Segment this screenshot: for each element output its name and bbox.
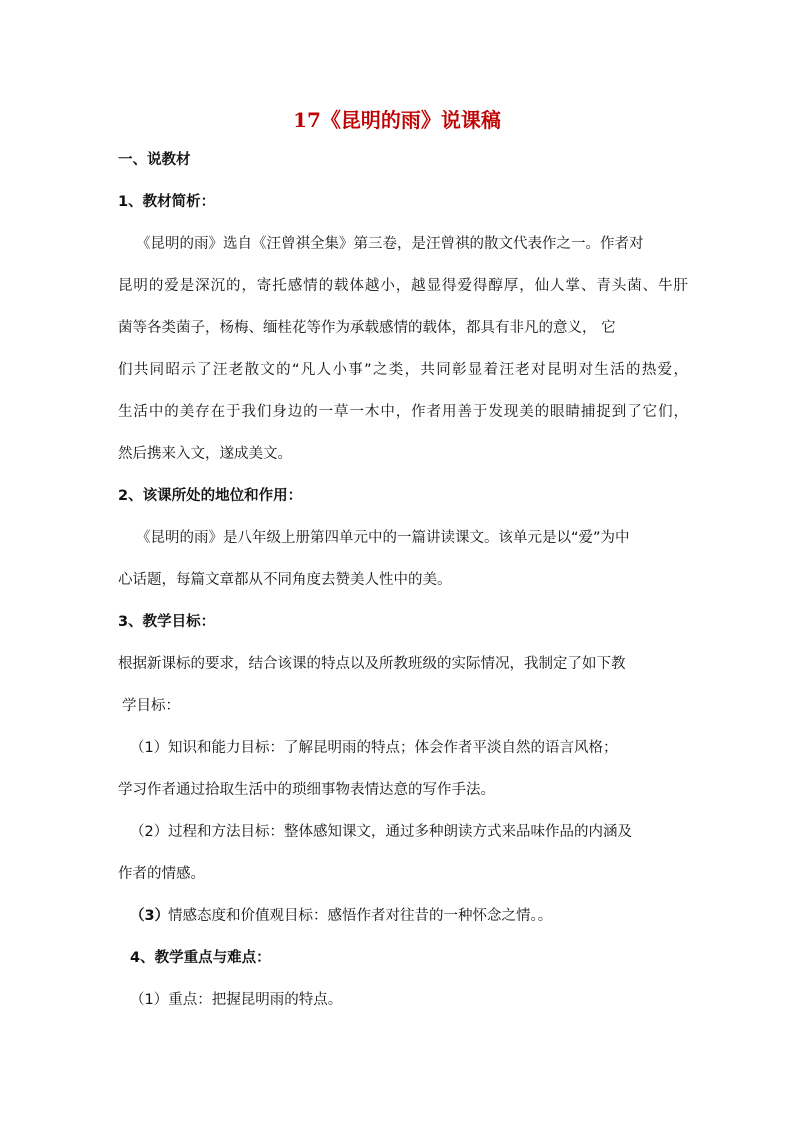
subheading-position-role: 2、该课所处的地位和作用： xyxy=(118,488,303,504)
section-heading-teaching-material: 一、说教材 xyxy=(118,152,191,168)
paragraph-line: 根据新课标的要求，结合该课的特点以及所教班级的实际情况，我制定了如下教 xyxy=(118,656,626,672)
goal-number: （1） xyxy=(130,740,169,756)
subheading-material-analysis: 1、教材简析： xyxy=(118,194,216,210)
goal-text: 作者的情感。 xyxy=(118,866,205,882)
goal-text: 情感态度和价值观目标：感悟作者对往昔的一种怀念之情。。 xyxy=(168,908,553,924)
paragraph-line: 心话题，每篇文章都从不同角度去赞美人性中的美。 xyxy=(118,572,452,588)
paragraph-line: 学目标： xyxy=(122,698,180,714)
goal-text: 学习作者通过拾取生活中的琐细事物表情达意的写作手法。 xyxy=(118,782,495,798)
goal-text: 知识和能力目标：了解昆明雨的特点；体会作者平淡自然的语言风格； xyxy=(168,740,618,756)
goal-number: （3） xyxy=(130,908,170,924)
paragraph-line: 们共同昭示了汪老散文的“凡人小事”之类，共同彰显着汪老对昆明对生活的热爱， xyxy=(118,362,688,378)
goal-text: 过程和方法目标：整体感知课文，通过多种朗读方式来品味作品的内涵及 xyxy=(168,824,632,840)
paragraph-line: 《昆明的雨》选自《汪曾祺全集》第三卷，是汪曾祺的散文代表作之一。作者对 xyxy=(136,236,644,252)
subheading-key-difficult-points: 4、教学重点与难点： xyxy=(130,950,271,966)
paragraph-line: 菌等各类菌子，杨梅、缅桂花等作为承载感情的载体，都具有非凡的意义， 它 xyxy=(118,320,616,336)
goal-number: （2） xyxy=(130,824,169,840)
document-title: 17《昆明的雨》说课稿 xyxy=(293,108,501,132)
paragraph-line: 生活中的美存在于我们身边的一草一木中，作者用善于发现美的眼睛捕捉到了它们， xyxy=(118,404,688,420)
key-point-item: （1）重点：把握昆明雨的特点。 xyxy=(130,992,343,1008)
subheading-teaching-goals: 3、教学目标： xyxy=(118,614,216,630)
paragraph-line: 《昆明的雨》是八年级上册第四单元中的一篇讲读课文。该单元是以“爱”为中 xyxy=(136,530,630,546)
paragraph-line: 昆明的爱是深沉的，寄托感情的载体越小，越显得爱得醇厚，仙人掌、青头菌、牛肝 xyxy=(118,278,688,294)
paragraph-line: 然后携来入文，遂成美文。 xyxy=(118,446,292,462)
